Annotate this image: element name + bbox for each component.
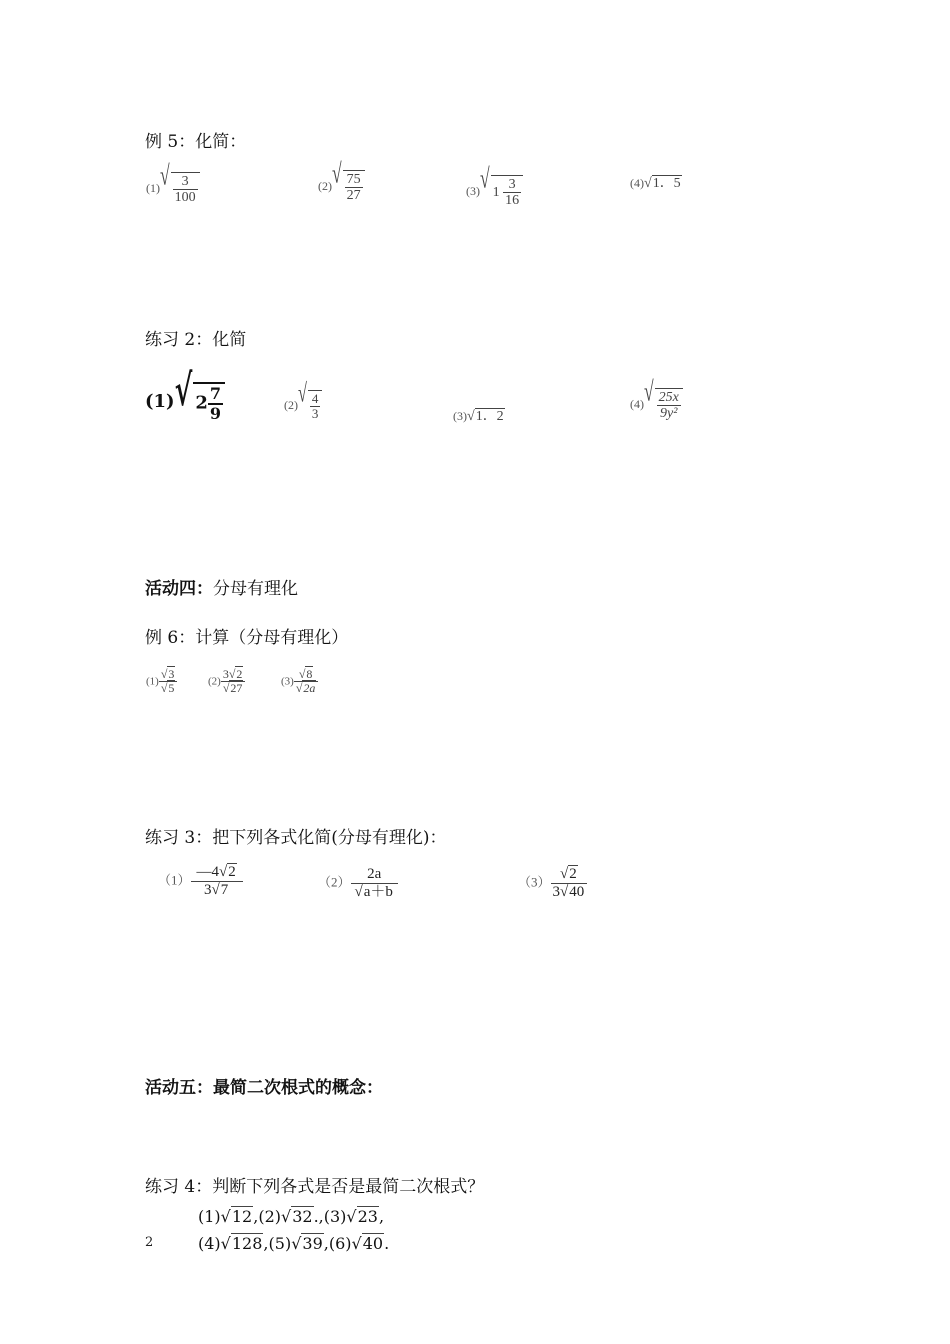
practice-4-line-1: (1)√12,(2)√32.,(3)√23, — [198, 1207, 385, 1226]
practice-2-title: 练习 2：化简 — [145, 330, 247, 350]
example-5-item-2: (2) √ $\frac{75}{27}$ — [318, 170, 365, 204]
example-6-item-3: (3) $\frac{√8}{√2a}$ — [281, 668, 318, 695]
example-6-item-2: (2) $\frac{3√2}{√27}$ — [208, 668, 245, 695]
practice-3-title: 练习 3：把下列各式化简(分母有理化)： — [145, 828, 447, 848]
example-5-item-3: (3) √ 1 $\frac{3}{16}$ — [466, 175, 523, 209]
practice-3-item-2: （2） $\frac{2a}{√a+b}$ — [318, 866, 398, 900]
example-6-item-1: (1) $\frac{√3}{√5}$ — [146, 668, 177, 695]
practice-3-item-1: （1） $\frac{—4√2}{3√7}$ — [158, 864, 243, 898]
activity-5-heading: 活动五：最简二次根式的概念： — [145, 1078, 383, 1098]
practice-3-item-3: （3） $\frac{√2}{3√40}$ — [518, 866, 587, 900]
example-5-item-4: (4)√1．5 — [630, 176, 681, 191]
practice-2-item-4: (4) √ $\frac{25x}{\text{9y²}}$ — [630, 388, 683, 422]
practice-2-item-1: (1) √ 2 $\frac{7}{9}$ — [145, 382, 225, 422]
page-number: 2 — [145, 1235, 154, 1250]
example-5-item-1: (1) √ $\frac{3}{100}$ — [146, 172, 200, 206]
practice-2-item-3: (3)√1．2 — [453, 409, 504, 424]
example-5-title: 例 5：化简： — [145, 132, 247, 152]
practice-2-item-2: (2) √ $\frac{4}{3}$ — [284, 390, 322, 422]
practice-4-title: 练习 4：判断下列各式是否是最简二次根式？ — [145, 1177, 485, 1197]
activity-4-heading: 活动四：分母有理化 — [145, 579, 298, 599]
example-6-title: 例 6：计算（分母有理化） — [145, 628, 349, 648]
practice-4-line-2: (4)√128,(5)√39,(6)√40. — [198, 1234, 390, 1253]
